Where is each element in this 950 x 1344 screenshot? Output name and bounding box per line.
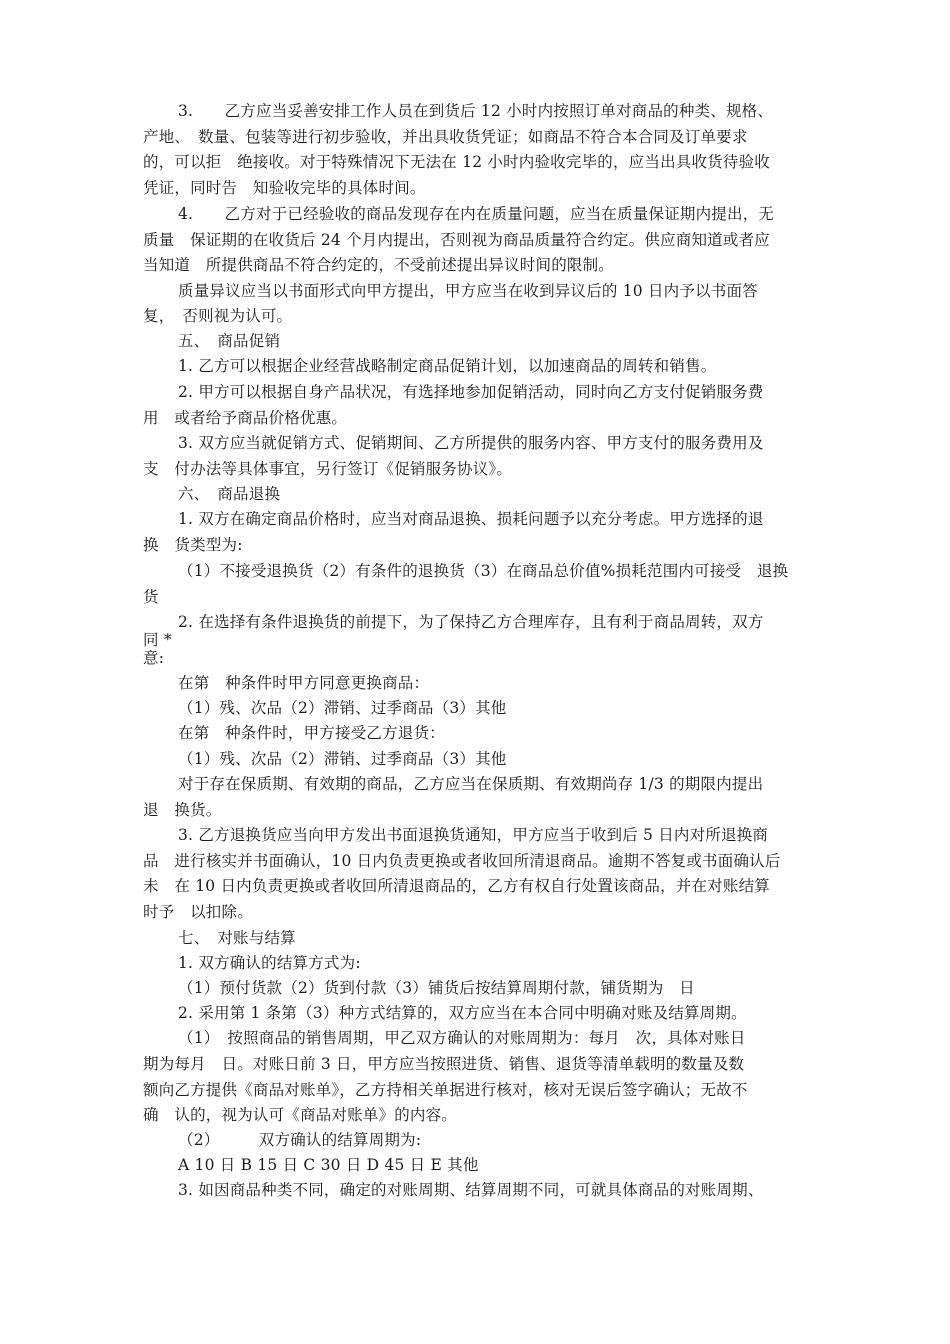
text-line: （2） 双方确认的结算周期为:	[178, 1131, 422, 1149]
text-line: 3. 乙方退换货应当向甲方发出书面退换货通知，甲方应当于收到后 5 日内对所退换商	[178, 826, 769, 844]
text-line: 质量异议应当以书面形式向甲方提出，甲方应当在收到异议后的 10 日内予以书面答	[178, 282, 758, 300]
text-line: 期为每月 日。对账日前 3 日，甲方应当按照进货、销售、退货等清单载明的数量及数	[143, 1055, 745, 1073]
text-line: 2. 采用第 1 条第（3）种方式结算的，双方应当在本合同中明确对账及结算周期。	[178, 1004, 747, 1022]
text-line: （1） 按照商品的销售周期，甲乙双方确认的对账周期为：每月 次，具体对账日	[178, 1029, 746, 1047]
section-heading: 五、 商品促销	[178, 332, 281, 350]
text-line: 凭证，同时告 知验收完毕的具体时间。	[143, 179, 426, 197]
text-line: （1）不接受退换货（2）有条件的退换货（3）在商品总价值%损耗范围内可接受 退换	[178, 562, 789, 580]
text-line: 复， 否则视为认可。	[143, 307, 293, 325]
text-line: 对于存在保质期、有效期的商品，乙方应当在保质期、有效期尚存 1/3 的期限内提出	[178, 775, 764, 793]
section-heading: 六、 商品退换	[178, 485, 281, 503]
text-line: 4. 乙方对于已经验收的商品发现存在内在质量问题，应当在质量保证期内提出，无	[178, 205, 775, 223]
text-line: （1）预付货款（2）货到付款（3）铺货后按结算周期付款，铺货期为 日	[178, 979, 695, 997]
text-line: 意:	[143, 649, 165, 667]
text-line: 支 付办法等具体事宜，另行签订《促销服务协议》。	[143, 460, 513, 478]
text-line: 货	[143, 588, 159, 606]
text-line: 质量 保证期的在收货后 24 个月内提出，否则视为商品质量符合约定。供应商知道或者应	[143, 231, 770, 249]
text-line: 3. 双方应当就促销方式、促销期间、乙方所提供的服务内容、甲方支付的服务费用及	[178, 434, 764, 452]
text-line: 用 或者给予商品价格优惠。	[143, 409, 348, 427]
text-line: 产地、 数量、包装等进行初步验收，并出具收货凭证；如商品不符合本合同及订单要求	[143, 128, 748, 146]
text-line: 在第 种条件时甲方同意更换商品：	[178, 674, 430, 692]
text-line: 3. 如因商品种类不同，确定的对账周期、结算周期不同，可就具体商品的对账周期、	[178, 1181, 764, 1199]
text-line: 同 *	[143, 631, 172, 649]
text-line: 确 认的，视为认可《商品对账单》的内容。	[143, 1106, 458, 1124]
text-line: 额向乙方提供《商品对账单》，乙方持相关单据进行核对，核对无误后签字确认；无故不	[143, 1081, 748, 1099]
text-line: A 10 日 B 15 日 C 30 日 D 45 日 E 其他	[178, 1156, 479, 1174]
text-line: 当知道 所提供商品不符合约定的，不受前述提出异议时间的限制。	[143, 256, 615, 274]
text-line: 未 在 10 日内负责更换或者收回所清退商品的，乙方有权自行处置该商品，并在对账结算	[143, 877, 770, 895]
text-line: 1. 双方在确定商品价格时，应当对商品退换、损耗问题予以充分考虑。甲方选择的退	[178, 510, 764, 528]
section-heading: 七、 对账与结算	[178, 929, 296, 947]
text-line: 2. 在选择有条件退换货的前提下，为了保持乙方合理库存，且有利于商品周转，双方	[178, 613, 764, 631]
text-line: 的，可以拒 绝接收。对于特殊情况下无法在 12 小时内验收完毕的，应当出具收货待验收	[143, 153, 770, 171]
text-line: 品 进行核实并书面确认，10 日内负责更换或者收回所清退商品。逾期不答复或书面确认后	[143, 852, 781, 870]
text-line: 在第 种条件时，甲方接受乙方退货：	[178, 724, 445, 742]
text-line: 1. 双方确认的结算方式为:	[178, 954, 361, 972]
text-line: 2. 甲方可以根据自身产品状况，有选择地参加促销活动，同时向乙方支付促销服务费	[178, 383, 764, 401]
text-line: 1. 乙方可以根据企业经营战略制定商品促销计划，以加速商品的周转和销售。	[178, 357, 717, 375]
text-line: （1）残、次品（2）滞销、过季商品（3）其他	[178, 699, 507, 717]
text-line: 3. 乙方应当妥善安排工作人员在到货后 12 小时内按照订单对商品的种类、规格、	[178, 102, 774, 120]
text-line: 时予 以扣除。	[143, 903, 253, 921]
text-line: （1）残、次品（2）滞销、过季商品（3）其他	[178, 750, 507, 768]
text-line: 换 货类型为:	[143, 536, 243, 554]
text-line: 退 换货。	[143, 801, 222, 819]
